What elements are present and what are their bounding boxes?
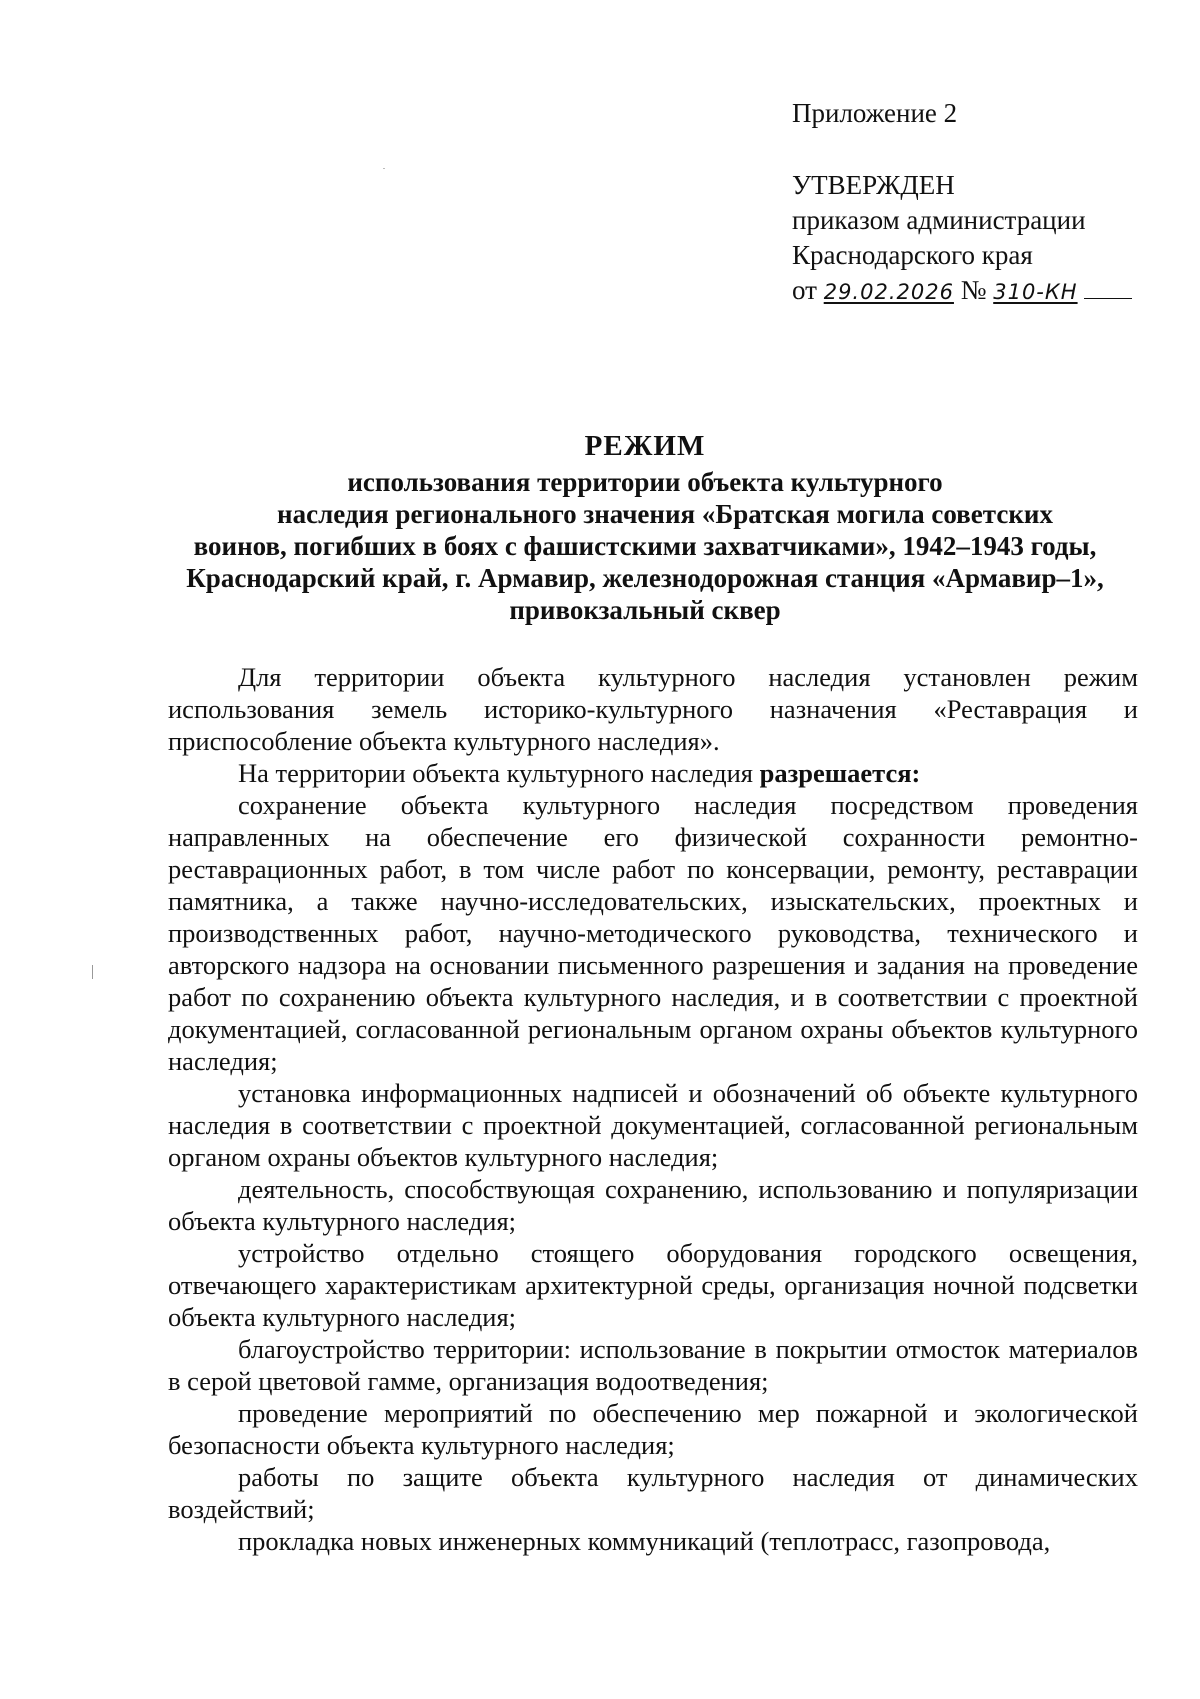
title-line-1: использования территории объекта культурного	[347, 467, 943, 497]
approval-stamp-block	[792, 168, 1132, 310]
paragraph-regime: Для территории объекта культурного наследия установлен режим использования земель историко-культурного назначения «Реставрация и приспособление объекта культурного наследия».	[168, 662, 1138, 756]
title-line-5: привокзальный сквер	[509, 595, 781, 625]
title-line-3: воинов, погибших в боях с фашистскими захватчиками», 1942–1943 годы,	[193, 531, 1097, 561]
list-item: устройство отдельно стоящего оборудования городского освещения, отвечающего характеристикам архитектурной среды, организация ночной подсветки объекта культурного наследия;	[168, 1238, 1138, 1332]
allowed-intro-text: На территории объекта культурного наследия	[238, 758, 760, 788]
list-item: прокладка новых инженерных коммуникаций (теплотрасс, газопровода,	[238, 1526, 1051, 1556]
date-prefix: от	[792, 275, 817, 305]
approved-label: УТВЕРЖДЕН	[792, 170, 955, 200]
list-item: благоустройство территории: использование в покрытии отмосток материалов в серой цветовой гамме, организация водоотведения;	[168, 1334, 1138, 1396]
list-item: деятельность, способствующая сохранению, использованию и популяризации объекта культурного наследия;	[168, 1174, 1138, 1236]
handwritten-date: 29.02.2026	[823, 280, 954, 304]
underline-fill	[1084, 297, 1132, 299]
document-body	[168, 661, 1138, 1557]
list-item: работы по защите объекта культурного наследия от динамических воздействий;	[168, 1462, 1138, 1524]
list-item: сохранение объекта культурного наследия посредством проведения направленных на обеспечение его физической сохранности ремонтно-реставрационных работ, в том числе работ по консервации, ремонту, реставрации памятника, а также научно-исследовательских, изыскательских, проектных и производственных работ, научно-методического руководства, технического и авторского надзора на основании письменного разрешения и задания на проведение работ по сохранению объекта культурного наследия, и в соответствии с проектной документацией, согласованной региональным органом охраны объектов культурного наследия;	[168, 790, 1138, 1076]
appendix-label: Приложение 2	[792, 98, 958, 128]
document-title	[150, 430, 1140, 626]
scan-speck	[383, 168, 385, 169]
list-item: установка информационных надписей и обозначений об объекте культурного наследия в соответствии с проектной документацией, согласованной региональным органом охраны объектов культурного наследия;	[168, 1078, 1138, 1172]
paragraph-allowed-intro	[168, 757, 1138, 789]
title-line-2: наследия регионального значения «Братская могила советских	[277, 499, 1053, 529]
scan-speck	[92, 965, 93, 979]
order-date-number-line	[792, 273, 1132, 310]
approved-by-line-1: приказом администрации	[792, 205, 1086, 235]
handwritten-number: 310-КН	[993, 280, 1078, 304]
allowed-keyword: разрешается:	[759, 758, 921, 788]
title-line-4: Краснодарский край, г. Армавир, железнодорожная станция «Армавир–1»,	[186, 563, 1104, 593]
title-main: РЕЖИМ	[584, 430, 706, 462]
list-item: проведение мероприятий по обеспечению мер пожарной и экологической безопасности объекта культурного наследия;	[168, 1398, 1138, 1460]
number-prefix: №	[960, 275, 987, 305]
approved-by-line-2: Краснодарского края	[792, 240, 1033, 270]
